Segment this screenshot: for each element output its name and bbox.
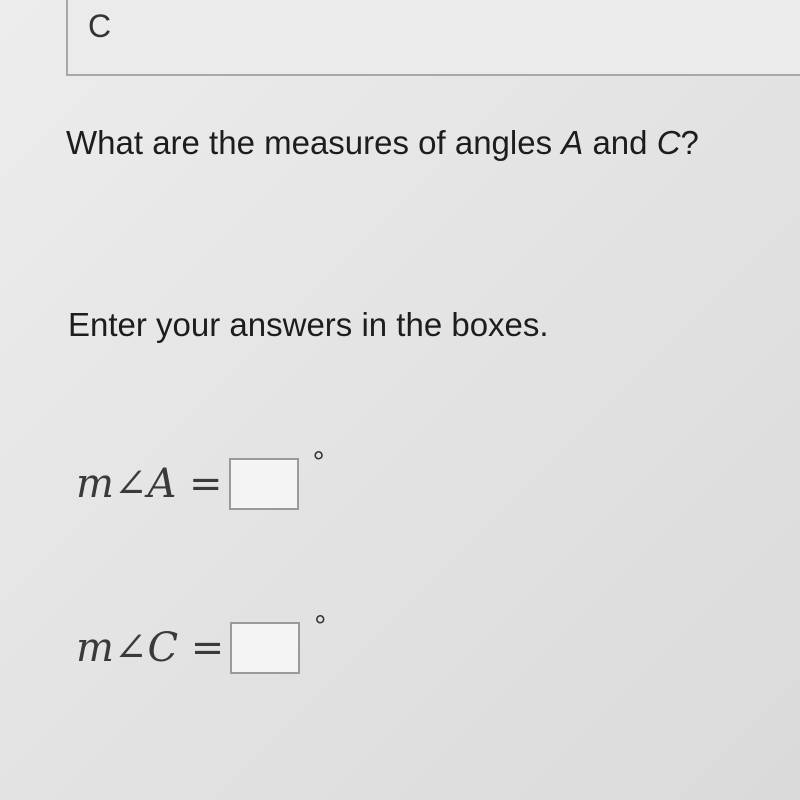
degree-symbol: ° <box>314 610 327 643</box>
angle-c-answer-input[interactable] <box>230 622 300 674</box>
angle-a-label: A <box>561 124 584 161</box>
answer-row-angle-a <box>76 446 325 514</box>
question-prefix: What are the measures of angles <box>66 124 562 161</box>
angle-c-label: C <box>656 124 681 161</box>
instruction-text: Enter your answers in the boxes. <box>68 306 549 343</box>
vertex-label-c: C <box>88 8 112 44</box>
angle-a-answer-input[interactable] <box>229 458 299 510</box>
question-middle: and <box>583 124 657 161</box>
angle-a-expression: m∠A = <box>76 461 223 507</box>
answer-row-angle-c <box>76 610 327 678</box>
angle-c-expression: m∠C = <box>76 625 225 671</box>
degree-symbol: ° <box>312 446 325 479</box>
question-suffix: ? <box>680 124 699 161</box>
previous-content-box <box>66 0 800 76</box>
question-text <box>66 124 699 162</box>
